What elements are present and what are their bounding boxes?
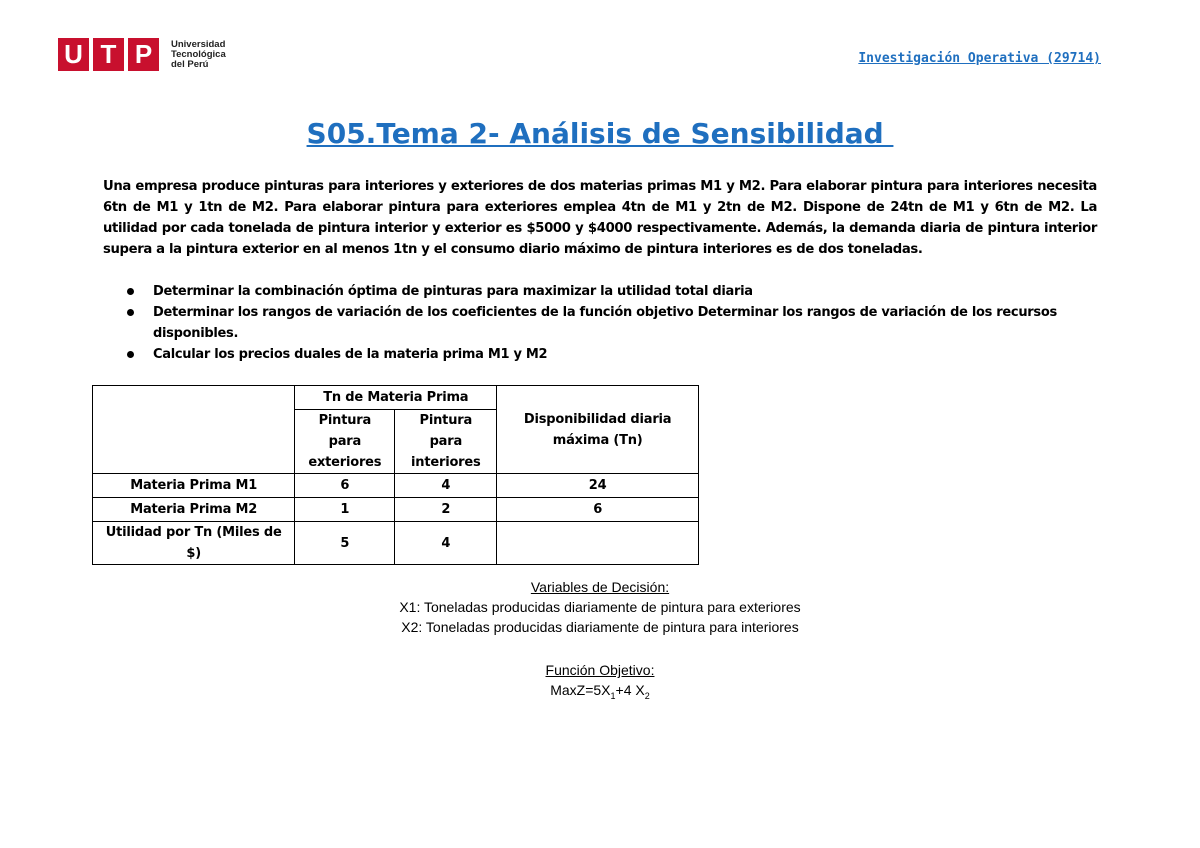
problem-statement: Una empresa produce pinturas para interiores y exteriores de dos materias primas M1 y M2. Para elaborar pintura para interiores necesita 6tn de M1 y 1tn de M2. Para elaborar pintura para exteriores emplea 4tn de M1 y 2tn de M2. Dispone de 24tn de M1 y 6tn de M2. La utilidad por cada tonelada de pintura interior y exterior es $5000 y $4000 respectivamente. Además, la demanda diaria de pintura interior supera a la pintura exterior en al menos 1tn y el consumo diario máximo de pintura interiores es de dos toneladas.	[103, 179, 1097, 257]
group-header: Tn de Materia Prima	[295, 386, 497, 410]
formula-mid: +4 X	[615, 682, 645, 698]
table-corner-cell	[93, 386, 295, 474]
cell: 1	[295, 498, 395, 522]
bullet-icon	[127, 351, 134, 358]
logo-letter-p: P	[128, 38, 159, 71]
page-title: S05.Tema 2- Análisis de Sensibilidad	[306, 117, 894, 150]
task-item	[125, 344, 1085, 365]
objective-function	[0, 660, 1200, 706]
formula-sub1: 1	[610, 690, 616, 701]
table-row	[93, 522, 699, 565]
row-label: Materia Prima M2	[93, 498, 295, 522]
decision-variables	[0, 577, 1200, 637]
row-label: Utilidad por Tn (Miles de $)	[93, 522, 295, 565]
col-header-exteriores: Pintura para exteriores	[295, 410, 395, 474]
cell: 2	[395, 498, 497, 522]
cell: 6	[295, 474, 395, 498]
course-header: Investigación Operativa (29714)	[858, 51, 1101, 66]
objective-heading: Función Objetivo:	[545, 662, 655, 678]
task-text: Determinar la combinación óptima de pinturas para maximizar la utilidad total diaria	[153, 284, 753, 299]
logo-university-name	[171, 40, 226, 70]
logo-line-1: Universidad	[171, 38, 226, 50]
task-item	[125, 302, 1085, 344]
row-label: Materia Prima M1	[93, 474, 295, 498]
logo-line-2: Tecnológica	[171, 48, 226, 60]
table-row	[93, 474, 699, 498]
cell: 24	[497, 474, 699, 498]
cell: 4	[395, 474, 497, 498]
bullet-icon	[127, 288, 134, 295]
bullet-icon	[127, 309, 134, 316]
logo-line-3: del Perú	[171, 58, 209, 70]
col-header-interiores: Pintura para interiores	[395, 410, 497, 474]
col-header-availability: Disponibilidad diaria máxima (Tn)	[497, 386, 699, 474]
logo-letter-u: U	[58, 38, 89, 71]
utp-logo	[58, 38, 226, 71]
cell: 5	[295, 522, 395, 565]
task-text: Calcular los precios duales de la materia prima M1 y M2	[153, 347, 548, 362]
logo-letter-t: T	[93, 38, 124, 71]
cell: 6	[497, 498, 699, 522]
cell	[497, 522, 699, 565]
task-text: Determinar los rangos de variación de los coeficientes de la función objetivo Determinar los rangos de variación de los recursos disponibles.	[153, 305, 1057, 341]
variable-x2: X2: Toneladas producidas diariamente de pintura para interiores	[401, 619, 799, 635]
table-header-row	[93, 386, 699, 410]
variables-heading: Variables de Decisión:	[530, 579, 670, 595]
formula-prefix: MaxZ=5X	[550, 682, 611, 698]
task-item	[125, 281, 1085, 302]
task-list	[125, 281, 1085, 365]
formula-sub2: 2	[644, 690, 650, 701]
variable-x1: X1: Toneladas producidas diariamente de pintura para exteriores	[399, 599, 801, 615]
objective-formula	[0, 680, 1200, 706]
table-row	[93, 498, 699, 522]
cell: 4	[395, 522, 497, 565]
data-table	[92, 385, 699, 565]
